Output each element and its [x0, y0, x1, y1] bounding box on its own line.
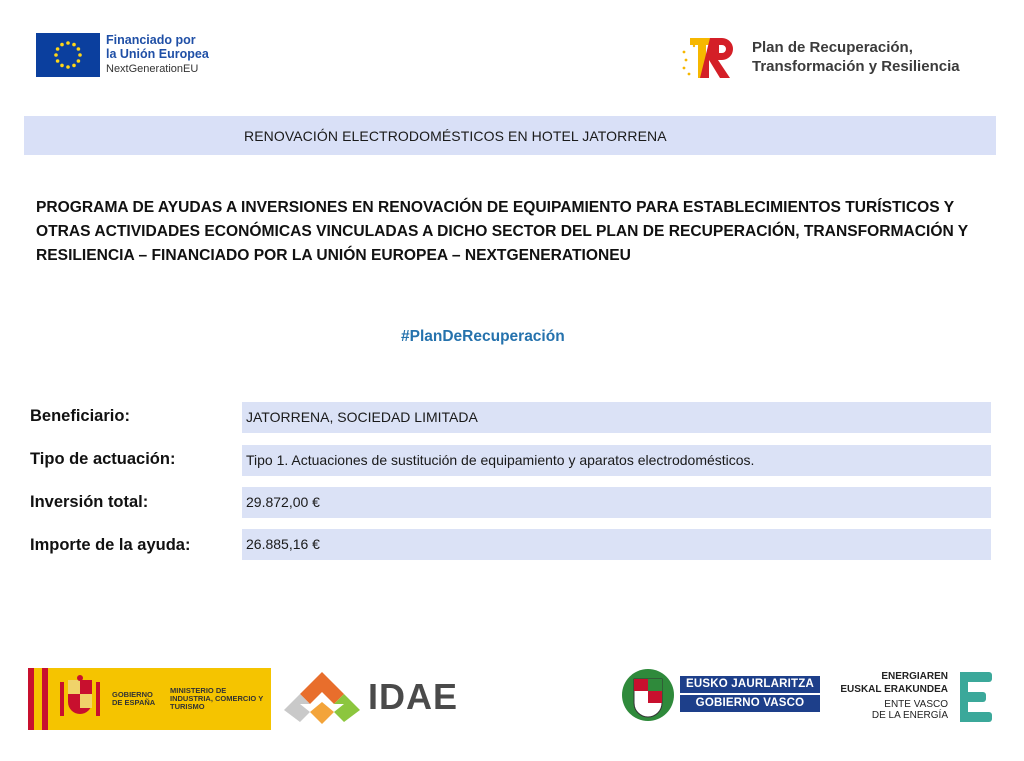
aid-amount-value: 26.885,16 € [242, 529, 991, 560]
eve-line3: ENTE VASCO [884, 699, 948, 710]
project-title: RENOVACIÓN ELECTRODOMÉSTICOS EN HOTEL JATORRENA [244, 128, 667, 144]
aid-amount-label: Importe de la ayuda: [30, 536, 191, 554]
eu-logo-line1: Financiado por [106, 33, 196, 47]
program-title: PROGRAMA DE AYUDAS A INVERSIONES EN RENOVACIÓN DE EQUIPAMIENTO PARA ESTABLECIMIENTOS TURÍSTICOS Y OTRAS ACTIVIDADES ECONÓMICAS VINCULADAS A DICHO SECTOR DEL PLAN DE RECUPERACIÓN, TRANSFORMACIÓN Y RESILIENCIA – FINANCIADO POR LA UNIÓN EUROPEA – NEXTGENERATIONEU [36, 199, 968, 264]
eusko-jaurlaritza-text: EUSKO JAURLARITZA [680, 676, 820, 693]
gobierno-vasco-logo [620, 664, 826, 724]
eve-line1: ENERGIAREN [881, 671, 948, 682]
prtr-logo [680, 32, 960, 82]
eu-funding-logo [36, 33, 209, 77]
beneficiary-label: Beneficiario: [30, 407, 130, 425]
action-type-value: Tipo 1. Actuaciones de sustitución de equipamiento y aparatos electrodomésticos. [242, 445, 991, 476]
ente-vasco-energia-logo [834, 670, 996, 726]
idae-knot-icon [282, 668, 362, 726]
spain-coat-of-arms-icon [56, 674, 104, 724]
eve-line4: DE LA ENERGÍA [871, 710, 948, 721]
idae-logo [282, 668, 458, 726]
action-type-label: Tipo de actuación: [30, 450, 176, 468]
gobierno-espana-text: GOBIERNO DE ESPAÑA [112, 690, 156, 707]
eu-logo-line2: la Unión Europea [106, 47, 209, 61]
total-investment-value: 29.872,00 € [242, 487, 991, 518]
total-investment-label: Inversión total: [30, 493, 149, 511]
beneficiary-value: JATORRENA, SOCIEDAD LIMITADA [242, 402, 991, 433]
prtr-logo-line1: Plan de Recuperación, [752, 39, 913, 56]
prtr-tr-icon [680, 32, 740, 82]
eve-line2: EUSKAL ERAKUNDEA [840, 684, 948, 695]
ministerio-text: MINISTERIO DE INDUSTRIA, COMERCIO Y TURISMO [170, 686, 264, 711]
eu-logo-line3: NextGenerationEU [106, 63, 199, 75]
idae-text: IDAE [368, 676, 459, 717]
hashtag-text: #PlanDeRecuperación [401, 328, 565, 345]
gobierno-espana-logo [28, 668, 271, 730]
eu-flag-icon [36, 33, 100, 77]
spain-flag-stripe [28, 668, 48, 730]
basque-coat-of-arms-icon [620, 665, 676, 723]
eve-e-icon [956, 670, 996, 726]
gobierno-vasco-text: GOBIERNO VASCO [680, 695, 820, 712]
prtr-logo-line2: Transformación y Resiliencia [752, 58, 960, 75]
